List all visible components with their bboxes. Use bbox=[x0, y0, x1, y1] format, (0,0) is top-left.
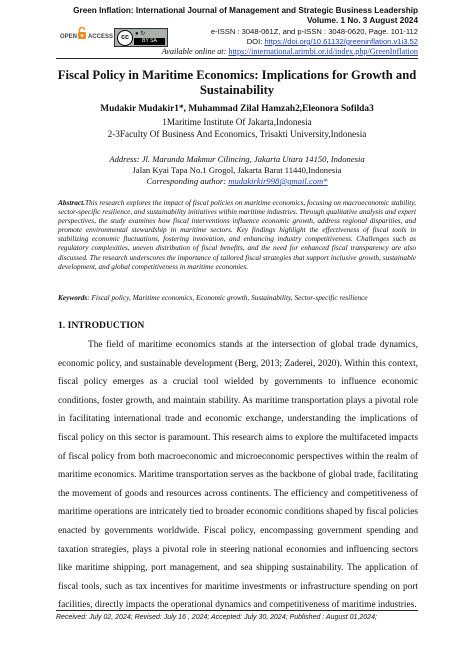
affiliation-2: 2-3Faculty Of Business And Economics, Trisakti University,Indonesia bbox=[107, 129, 367, 139]
keywords-text: : Fiscal policy, Maritime economics, Economic growth, Sustainability, Sector-specific resilience bbox=[87, 293, 368, 302]
journal-volume: Volume. 1 No. 3 August 2024 bbox=[306, 16, 418, 25]
license-attribution-icons: ● ↻ bbox=[135, 31, 146, 37]
license-type: BY SA bbox=[134, 38, 165, 45]
online-link[interactable]: https://international.arimbi.or.id/index.php/GreenInflation bbox=[228, 47, 418, 56]
online-line bbox=[162, 47, 418, 56]
intro-paragraph: The field of maritime economics stands at the intersection of global trade dynamics, economic policy, and sustainable development (Berg, 2013; Zaderei, 2020). Within this context, fiscal policy emerges as a crucial tool wielded by governments to influence economic conditions, foster growth, and maintain stability. As maritime transportation plays a pivotal role in facilitating international trade and economic exchange, understanding the implications of fiscal policy on this sector is paramount. This research aims to explore the multifaceted impacts of fiscal policy from both macroeconomic and microeconomic perspectives within the realm of maritime economics. Maritime transportation serves as the backbone of global trade, facilitating the movement of goods and resources across continents. The efficiency and competitiveness of maritime operations are intricately tied to broader economic conditions shaped by fiscal policies enacted by governments worldwide. Fiscal policy, encompassing government spending and taxation strategies, plays a pivotal role in steering national economies and influencing sectors like maritime shipping, port management, and sea shipping sustainability. The application of fiscal tools, such as tax incentives for maritime investments or infrastructure spending on port facilities, directly impacts the operational dynamics and competitiveness of maritime industries. bbox=[58, 340, 418, 611]
online-label: Available online at: bbox=[161, 47, 227, 56]
corresponding-author bbox=[20, 176, 454, 186]
corresponding-email[interactable]: mudakirkir998@gmail.com* bbox=[228, 176, 328, 186]
keywords-label: Keywords bbox=[58, 293, 88, 302]
abstract bbox=[58, 198, 416, 271]
article-title: Fiscal Policy in Maritime Economics: Implications for Growth and Sustainability bbox=[57, 68, 417, 97]
open-access-right: ACCESS bbox=[88, 34, 114, 40]
address-2: Jalan Kyai Tapa No.1 Grogol, Jakarta Barat 11440,Indonesia bbox=[132, 165, 342, 175]
doi-link[interactable]: https://doi.org/10.61132/greeninflation.v1i3.52 bbox=[264, 37, 418, 46]
doi-line bbox=[247, 37, 418, 46]
affiliation-1: 1Maritime Institute Of Jakarta,Indonesia bbox=[162, 117, 312, 127]
doi-label: DOI: bbox=[246, 37, 263, 46]
open-access-lock-icon bbox=[77, 27, 87, 39]
cc-icon: cc bbox=[117, 30, 133, 46]
issn-line: e-ISSN : 3048-061Z, and p-ISSN : 3048-0620, Page. 101-112 bbox=[210, 27, 418, 36]
cc-license-badge[interactable] bbox=[114, 28, 168, 47]
journal-name: Green Inflation: International Journal of Management and Strategic Business Leadership bbox=[73, 6, 418, 15]
open-access-logo bbox=[60, 27, 116, 45]
footer-rule bbox=[56, 610, 418, 611]
section-heading: 1. INTRODUCTION bbox=[58, 320, 145, 331]
publication-dates: Received: July 02, 2024; Revised: July 16 , 2024; Accepted: July 30, 2024; Published : August 01,2024; bbox=[56, 614, 377, 621]
open-access-left: OPEN bbox=[60, 34, 78, 40]
abstract-text: This research explores the impact of fiscal policies on maritime economics, focusing on macroeconomic stability, sector-specific resilience, and sustainability initiatives within maritime industries. Through qualitative analysis and expert perspectives, the study examines how fiscal interventions influence economic growth, address regional disparities, and promote environmental stewardship in maritime sectors. Key findings highlight the effectiveness of fiscal tools in stabilizing economic fluctuations, fostering innovation, and enhancing industry competitiveness. Challenges such as regulatory complexities, uneven distribution of fiscal benefits, and the need for enhanced fiscal transparency are also discussed. The research underscores the importance of tailored fiscal strategies that support inclusive growth, sustainable development, and global competitiveness in maritime economies. bbox=[58, 198, 416, 271]
author-list: Mudakir Mudakir1*, Muhammad Zilal Hamzah2,Eleonora Sofilda3 bbox=[100, 104, 374, 114]
address-1: Address: Jl. Marunda Makmur Cilincing, Jakarta Utara 14150, Indonesia bbox=[109, 154, 365, 164]
keywords bbox=[58, 293, 416, 302]
abstract-label: Abstract. bbox=[58, 198, 85, 207]
corresponding-label: Corresponding author: bbox=[146, 176, 227, 186]
header-rule bbox=[56, 58, 418, 59]
